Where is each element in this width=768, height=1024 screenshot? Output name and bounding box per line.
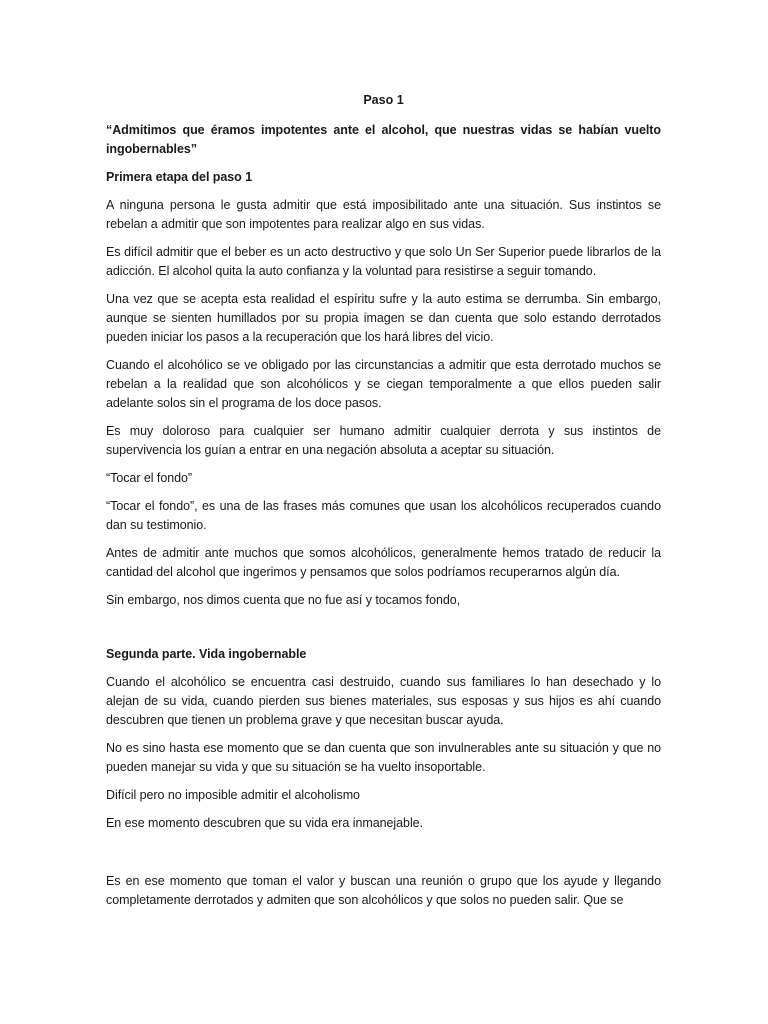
paragraph: No es sino hasta ese momento que se dan cuenta que son invulnerables ante su situación y que no pueden manejar su vida y que su situación se ha vuelto insoportable. (106, 741, 661, 774)
paragraph: A ninguna persona le gusta admitir que está imposibilitado ante una situación. Sus instintos se rebelan a admitir que son impotentes para realizar algo en sus vidas. (106, 198, 661, 231)
quote-heading: “Admitimos que éramos impotentes ante el alcohol, que nuestras vidas se habían vuelto ingobernables” (106, 123, 661, 156)
section-heading-2: Segunda parte. Vida ingobernable (106, 647, 307, 661)
paragraph: Antes de admitir ante muchos que somos alcohólicos, generalmente hemos tratado de reducir la cantidad del alcohol que ingerimos y pensamos que solos podríamos recuperarnos algún día. (106, 546, 661, 579)
paragraph: Es en ese momento que toman el valor y buscan una reunión o grupo que los ayude y llegando completamente derrotados y admiten que son alcohólicos y que solos no pueden salir. Que se (106, 874, 661, 907)
paragraph: “Tocar el fondo” (106, 471, 193, 485)
paragraph: Difícil pero no imposible admitir el alcoholismo (106, 788, 360, 802)
paragraph: En ese momento descubren que su vida era inmanejable. (106, 816, 423, 830)
section-heading-1: Primera etapa del paso 1 (106, 170, 253, 184)
paragraph: Una vez que se acepta esta realidad el espíritu sufre y la auto estima se derrumba. Sin embargo, aunque se sienten humillados por su propia imagen se dan cuenta que solo estando derrotados pueden iniciar los pasos a la recuperación que los hará libres del vicio. (106, 292, 661, 344)
paragraph: Cuando el alcohólico se ve obligado por las circunstancias a admitir que esta derrotado muchos se rebelan a la realidad que son alcohólicos y se ciegan temporalmente a que ellos pueden salir adelante solos sin el programa de los doce pasos. (106, 358, 661, 410)
paragraph: Sin embargo, nos dimos cuenta que no fue así y tocamos fondo, (106, 593, 461, 607)
document-body (106, 92, 661, 919)
paragraph: Cuando el alcohólico se encuentra casi destruido, cuando sus familiares lo han desechado y lo alejan de su vida, cuando pierden sus bienes materiales, sus esposas y sus hijos es ahí cuando descubren que tienen un problema grave y que necesitan buscar ayuda. (106, 675, 661, 727)
paragraph: Es muy doloroso para cualquier ser humano admitir cualquier derrota y sus instintos de supervivencia los guían a entrar en una negación absoluta a aceptar su situación. (106, 424, 661, 457)
page-title: Paso 1 (363, 93, 404, 107)
paragraph: “Tocar el fondo”, es una de las frases más comunes que usan los alcohólicos recuperados cuando dan su testimonio. (106, 499, 661, 532)
paragraph: Es difícil admitir que el beber es un acto destructivo y que solo Un Ser Superior puede librarlos de la adicción. El alcohol quita la auto confianza y la voluntad para resistirse a seguir tomando. (106, 245, 661, 278)
spacer (106, 619, 661, 645)
spacer (106, 842, 661, 872)
